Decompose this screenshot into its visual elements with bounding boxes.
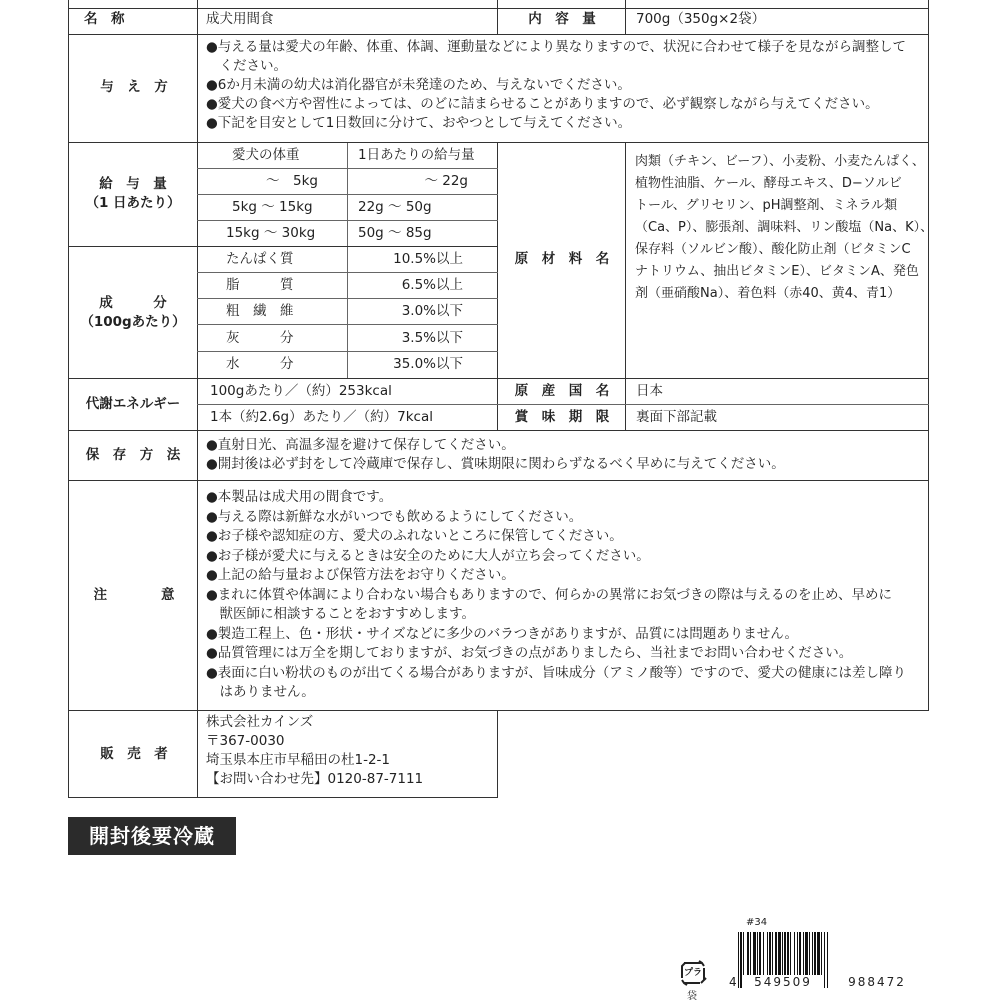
ingredients-text xyxy=(635,151,933,305)
col-header-amount: 1日あたりの給与量 xyxy=(358,147,475,163)
composition-name: 灰 分 xyxy=(226,330,294,346)
barcode-first-digit: 4 xyxy=(729,975,737,989)
note-line: ●本製品は成犬用の間食です。 xyxy=(206,489,393,505)
caution-label: 注 意 xyxy=(93,587,175,603)
caution-notes xyxy=(206,488,906,703)
note-line: ●愛犬の食べ方や習性によっては、のどに詰まらせることがありますので、必ず観察しながら与えてください。 xyxy=(206,96,879,112)
expiry-value: 裏面下部記載 xyxy=(636,409,717,425)
feeding-amount-label: 給 与 量 xyxy=(99,176,167,192)
note-line: ●上記の給与量および保管方法をお守りください。 xyxy=(206,567,515,583)
ingredient-line: ナトリウム、抽出ビタミンE）、ビタミンA、発色 xyxy=(635,264,919,279)
note-line: ●品質管理には万全を期しておりますが、お気づきの点がありましたら、当社までお問い合わせください。 xyxy=(206,645,853,661)
seller-line: 【お問い合わせ先】0120-87-7111 xyxy=(206,771,424,787)
energy-label: 代謝エネルギー xyxy=(85,396,181,412)
note-line: ●製造工程上、色・形状・サイズなどに多少のバラつきがありますが、品質には問題ありません。 xyxy=(206,625,799,642)
name-label: 名 称 xyxy=(84,11,125,27)
ingredient-line: （Ca、P）、膨張剤、調味料、リン酸塩（Na、K）、 xyxy=(635,220,934,235)
seller-line: 埼玉県本庄市早稲田の杜1-2-1 xyxy=(206,752,391,768)
feeding-weight-cell: 15kg 〜 30kg xyxy=(226,225,316,241)
composition-value: 3.5%以下 xyxy=(401,330,463,346)
ingredient-line: 保存料（ソルビン酸）、酸化防止剤（ビタミンC xyxy=(635,242,911,257)
composition-value: 10.5%以上 xyxy=(393,251,463,267)
content-label: 内 容 量 xyxy=(528,11,596,27)
composition-sublabel: （100gあたり） xyxy=(80,314,186,330)
composition-name: 粗 繊 維 xyxy=(226,303,294,319)
ingredient-line: 植物性油脂、ケール、酵母エキス、D−ソルビ xyxy=(635,176,902,191)
ingredient-line: 肉類（チキン、ビーフ）、小麦粉、小麦たんぱく、 xyxy=(635,154,925,169)
feeding-weight-cell: 5kg 〜 15kg xyxy=(232,199,313,215)
recycle-mark-text: プラ xyxy=(684,968,703,978)
storage-notes xyxy=(206,436,785,474)
barcode-tag: #34 xyxy=(746,917,768,928)
energy-per-stick: 1本（約2.6g）あたり／（約）7kcal xyxy=(210,409,433,425)
seller-line: 〒367-0030 xyxy=(206,733,285,749)
note-line: ●与える際は新鮮な水がいつでも飲めるようにしてください。 xyxy=(206,508,583,525)
note-line: ●開封後は必ず封をして冷蔵庫で保存し、賞味期限に関わらずなるべく早めに与えてください。 xyxy=(206,456,785,472)
note-line: ●お子様が愛犬に与えるときは安全のために大人が立ち会ってください。 xyxy=(206,547,650,564)
seller-label: 販 売 者 xyxy=(100,746,168,762)
refrigerate-after-opening-badge: 開封後要冷蔵 xyxy=(68,817,236,855)
ingredient-line: 剤（亜硝酸Na）、着色料（赤40、黄4、青1） xyxy=(635,286,901,301)
feeding-weight-cell: 〜 5kg xyxy=(266,173,318,189)
expiry-label: 賞 味 期 限 xyxy=(514,409,610,425)
origin-label: 原 産 国 名 xyxy=(514,383,610,399)
content-value: 700g（350g×2袋） xyxy=(636,11,766,27)
name-value: 成犬用間食 xyxy=(206,11,274,27)
note-line: ●6か月未満の幼犬は消化器官が未発達のため、与えないでください。 xyxy=(206,77,631,93)
feeding-amount-cell: 〜 22g xyxy=(424,173,468,189)
note-line: ●与える量は愛犬の年齢、体重、体調、運動量などにより異なりますので、状況に合わせて様子を見ながら調整して xyxy=(206,39,907,55)
seller-line: 株式会社カインズ xyxy=(206,714,314,730)
note-line: 獣医師に相談することをおすすめします。 xyxy=(206,606,476,622)
composition-value: 35.0%以下 xyxy=(393,356,463,372)
ingredients-label: 原 材 料 名 xyxy=(514,251,610,267)
plastic-recycle-icon xyxy=(678,958,708,1000)
note-line: ●まれに体質や体調により合わない場合もありますので、何らかの異常にお気づきの際は与えるのを止め、早めに xyxy=(206,586,892,603)
composition-value: 6.5%以上 xyxy=(401,277,463,293)
feeding-amount-sublabel: （1 日あたり） xyxy=(85,195,181,211)
note-line: ●直射日光、高温多湿を避けて保存してください。 xyxy=(206,437,515,453)
composition-name: 脂 質 xyxy=(226,277,294,293)
ingredient-line: トール、グリセリン、pH調整剤、ミネラル類 xyxy=(635,198,898,213)
barcode-right-digits: 988472 xyxy=(835,975,919,989)
col-header-weight: 愛犬の体重 xyxy=(232,147,300,163)
feeding-method-notes xyxy=(206,38,906,133)
composition-value: 3.0%以下 xyxy=(401,303,463,319)
barcode-bar xyxy=(828,932,829,988)
composition-label: 成 分 xyxy=(99,295,167,311)
composition-name: 水 分 xyxy=(226,356,294,372)
energy-per-100g: 100gあたり／（約）253kcal xyxy=(210,383,392,399)
note-line: ●下記を目安として1日数回に分けて、おやつとして与えてください。 xyxy=(206,115,632,131)
barcode-left-digits: 549509 xyxy=(742,975,824,989)
note-line: ●表面に白い粉状のものが出てくる場合がありますが、旨味成分（アミノ酸等）ですので、愛犬の健康には差し障り xyxy=(206,664,907,681)
feeding-amount-cell: 50g 〜 85g xyxy=(358,225,432,241)
storage-label: 保 存 方 法 xyxy=(85,447,181,463)
note-line: ください。 xyxy=(206,58,287,74)
recycle-caption: 袋 xyxy=(687,991,697,1002)
composition-name: たんぱく質 xyxy=(226,251,294,267)
note-line: ●お子様や認知症の方、愛犬のふれないところに保管してください。 xyxy=(206,528,623,544)
feeding-amount-cell: 22g 〜 50g xyxy=(358,199,432,215)
feeding-method-label: 与 え 方 xyxy=(100,79,168,95)
note-line: はありません。 xyxy=(206,684,315,700)
origin-value: 日本 xyxy=(636,383,663,399)
seller-info xyxy=(206,713,423,789)
